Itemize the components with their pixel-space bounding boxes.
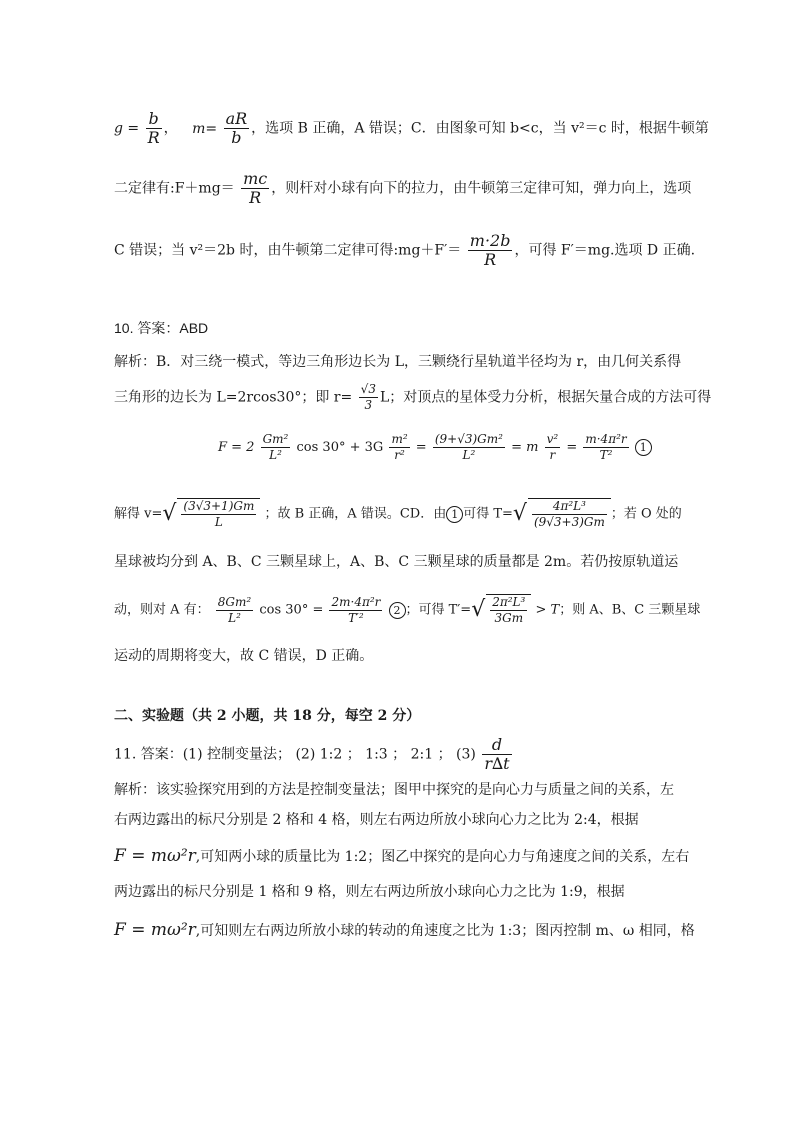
line3-head: C 错误；当 v²＝2b 时，由牛顿第二定律可得:mg＋F′＝ [114, 242, 462, 259]
q10-line2-head: 三角形的边长为 L=2rcos30°；即 r= [114, 389, 353, 406]
circled-1-mark: 1 [446, 506, 463, 523]
q10-line2-tail: L；对顶点的星体受力分析，根据矢量合成的方法可得 [379, 389, 712, 406]
q10-line6: 动，则对 A 有： $\frac{\text{8Gm²}}{\text{L²}}$ cos 30° = $\frac{\text{2m·4π²r}}{\text{T′²}}$ 2 ；可得 T′=√ $\frac{\text{2π²L³}}{3Gm}$ > T；则 A、B、C 三颗星球 [114, 594, 701, 625]
line1-tail: ，选项 B 正确，A 错误；C．由图象可知 b<c，当 v²＝c 时，根据牛顿第 [251, 120, 709, 137]
line2-head: 二定律有:F＋mg＝ [114, 180, 235, 197]
m-fraction: $\frac{aR}{b}$ [225, 109, 248, 147]
q10-line1: 解析：B．对三绕一模式，等边三角形边长为 L，三颗绕行星轨道半径均为 r，由几何关系得 [114, 354, 682, 370]
section2-heading: 二、实验题（共 2 小题，共 18 分，每空 2 分） [114, 708, 421, 724]
line-block1-1: g = $\frac{b}{R}$ ， m= $\frac{aR}{b}$ ，选项 B 正确，A 错误；C．由图象可知 b<c，当 v²＝c 时，根据牛顿第 [114, 109, 709, 147]
q10-equation: F = 2 $\frac{\text{Gm²}}{\text{L²}}$ cos 30° + 3G $\frac{\text{m²}}{\text{r²}}$ = $\frac{\text{(9+√3)Gm²}}{\text{L²}}$ = m $\frac{\text{v²}}{r}$ = $\frac{\text{m·4π²r}}{\text{T²}}$ 1 [218, 432, 652, 463]
q10-line5: 星球被均分到 A、B、C 三颗星球上，A、B、C 三颗星球的质量都是 2m。若仍按原轨道运 [114, 554, 679, 570]
formula-f-m-omega2-r: F = mω²r [114, 920, 196, 940]
g-fraction: $\frac{b}{R}$ [147, 109, 160, 147]
q11-line4: 两边露出的标尺分别是 1 格和 9 格，则左右两边所放小球向心力之比为 1:9，根据 [114, 884, 625, 900]
q11-line1: 解析：该实验探究用到的方法是控制变量法；图甲中探究的是向心力与质量之间的关系，左 [114, 782, 674, 798]
circled-1-mark: 1 [635, 439, 652, 456]
d-over-rdt: $\frac{d}{r\Delta t}$ [484, 735, 510, 773]
m-eq: m= [192, 120, 218, 137]
sqrt-icon: √ [162, 501, 177, 526]
circled-2-mark: 2 [389, 602, 406, 619]
q10-line4: 解得 v=√ $\frac{(3√3+1)Gm}{L}$ ；故 B 正确，A 错误。CD．由 1 可得 T=√ $\frac{\text{4π²L³}}{(9√3+3)Gm}$ ；若 O 处的 [114, 499, 682, 529]
sqrt-icon: √ [471, 597, 486, 622]
line3-tail: ，可得 F′＝mg.选项 D 正确. [514, 242, 696, 259]
sqrt-icon: √ [512, 501, 527, 526]
g-eq: g = [114, 120, 140, 137]
q11-line3: F = mω²r,可知两小球的质量比为 1:2；图乙中探究的是向心力与角速度之间的关系，左右 [114, 846, 690, 866]
mc-fraction: $\frac{mc}{R}$ [243, 169, 268, 207]
q10-line7: 运动的周期将变大，故 C 错误，D 正确。 [114, 648, 374, 664]
line-block1-2 [114, 170, 691, 207]
line2-tail: ，则杆对小球有向下的拉力，由牛顿第三定律可知，弹力向上，选项 [271, 180, 692, 197]
q10-answer: 10. 答案：ABD [114, 320, 209, 336]
q10-line2 [114, 382, 711, 413]
q11-answer: 11. 答案：(1) 控制变量法； (2) 1:2 ； 1:3 ； 2:1 ； (3) $\frac{d}{r\Delta t}$ [114, 735, 510, 773]
q11-line5: F = mω²r,可知则左右两边所放小球的转动的角速度之比为 1:3；图丙控制 m、ω 相同，格 [114, 920, 695, 940]
sqrt3-over-3: $\frac{√3}{3}$ [360, 382, 376, 412]
line-block1-3 [114, 232, 695, 269]
m2b-fraction: $\frac{m\cdot 2b}{R}$ [469, 231, 511, 269]
q11-line2: 右两边露出的标尺分别是 2 格和 4 格，则左右两边所放小球向心力之比为 2:4，根据 [114, 812, 639, 828]
formula-f-m-omega2-r: F = mω²r [114, 846, 196, 866]
